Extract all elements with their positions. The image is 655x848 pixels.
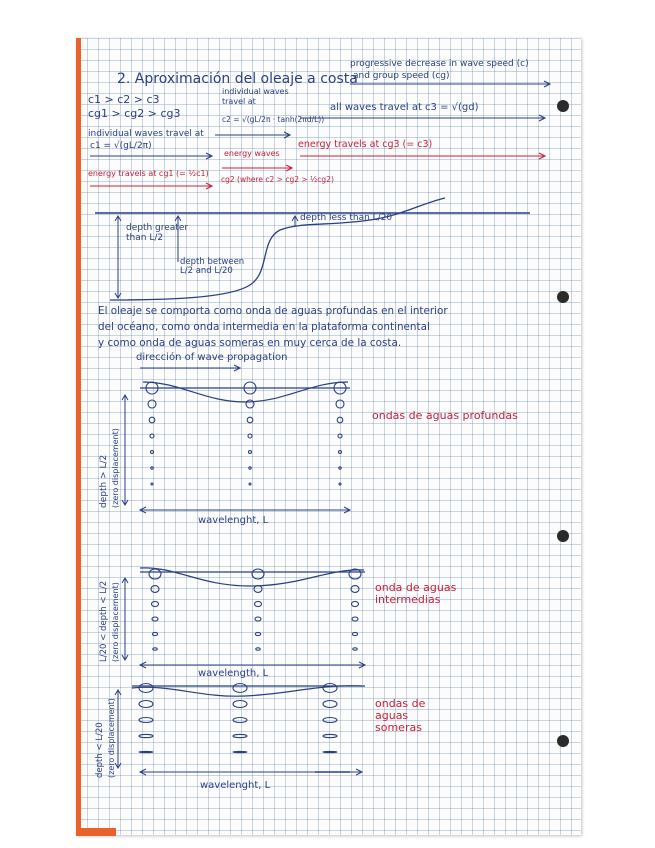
particle-orbit: [323, 718, 337, 723]
particle-orbit: [323, 684, 337, 693]
particle-orbit: [249, 467, 251, 469]
energy-intermediate-label: energy waves: [224, 149, 280, 158]
particle-orbit: [151, 467, 153, 469]
panel1-side-label: depth > L/2: [99, 454, 109, 508]
particle-orbit: [252, 569, 264, 579]
particle-orbit: [255, 632, 260, 635]
particle-orbits: [139, 382, 361, 753]
particle-orbit: [248, 434, 252, 438]
particle-orbit: [352, 601, 359, 606]
deep-depth-label: depth greater than L/2: [126, 223, 189, 243]
particle-orbit: [339, 483, 341, 485]
panel1-name: ondas de aguas profundas: [372, 409, 518, 422]
particle-orbit: [338, 434, 342, 438]
particle-orbit: [339, 467, 341, 469]
panel2-side-sub: (zero displacement): [111, 582, 120, 662]
panel3-side-sub: (zero displacement): [107, 698, 116, 778]
deep-water-panel: [140, 382, 350, 513]
header-note-line2: and group speed (cg): [353, 71, 450, 81]
particle-orbit: [150, 434, 154, 438]
intermediate-water-panel: [140, 568, 365, 668]
shallow-water-panel: [132, 686, 365, 775]
particle-orbit: [153, 648, 157, 650]
intermediate-formula: c2 = √(gL/2π · tanh(2πd/L)): [222, 115, 325, 124]
particle-orbit: [233, 734, 247, 737]
particle-orbit: [249, 483, 251, 485]
particle-orbit: [323, 751, 337, 752]
energy-shallow-note: energy travels at cg3 (= c3): [298, 139, 433, 150]
particle-orbit: [254, 586, 262, 593]
particle-orbit: [351, 586, 359, 593]
particle-orbit: [233, 684, 247, 693]
paragraph-line-2: del océano, como onda intermedia en la plataforma continental: [98, 321, 430, 333]
particle-orbit: [152, 617, 158, 621]
deep-note-line1: individual waves travel at: [88, 129, 204, 139]
section-title: 2. Aproximación del oleaje a costa: [117, 71, 358, 87]
panel1-wavelength-label: wavelenght, L: [198, 515, 269, 526]
panel2-name: onda de aguas intermedias: [375, 581, 457, 607]
intermediate-depth-label: depth between L/2 and L/20: [180, 257, 245, 277]
particle-orbit: [336, 400, 344, 408]
paragraph-line-3: y como onda de aguas someras en muy cerca de la costa.: [98, 337, 402, 349]
energy-deep-note: energy travels at cg1 (= ½c1): [88, 169, 209, 178]
particle-orbit: [247, 417, 253, 423]
speed-relation: c1 > c2 > c3: [88, 93, 160, 106]
particle-orbit: [152, 632, 157, 635]
panel3-name: ondas de aguas someras: [375, 697, 426, 735]
group-speed-relation: cg1 > cg2 > cg3: [88, 107, 181, 120]
wave-curve: [140, 568, 364, 586]
panel1-side-sub: (zero displacement): [111, 428, 120, 508]
header-note-line1: progressive decrease in wave speed (c): [350, 59, 529, 69]
paragraph-line-1: El oleaje se comporta como onda de aguas profundas en el interior: [98, 305, 448, 317]
particle-orbit: [255, 601, 262, 606]
intermediate-note-line2: travel at: [222, 97, 256, 106]
particle-orbit: [337, 417, 343, 423]
particle-orbit: [148, 400, 156, 408]
particle-orbit: [149, 569, 161, 579]
panel2-wavelength-label: wavelength, L: [198, 668, 269, 679]
particle-orbit: [233, 718, 247, 723]
particle-orbit: [255, 617, 261, 621]
particle-orbit: [339, 451, 342, 454]
particle-orbit: [152, 601, 159, 606]
panel3-wavelength-label: wavelenght, L: [200, 780, 271, 791]
intermediate-note-line1: individual waves: [222, 87, 289, 96]
particle-orbit: [323, 701, 337, 708]
panel3-side-label: depth < L/20: [95, 722, 105, 778]
particle-orbit: [353, 648, 357, 650]
particle-orbit: [139, 751, 153, 752]
energy-intermediate-formula: cg2 (where c2 > cg2 > ½cg2): [221, 175, 334, 184]
particle-orbit: [246, 400, 254, 408]
direction-label: dirección of wave propagation: [136, 352, 288, 363]
particle-orbit: [256, 648, 260, 650]
particle-orbit: [149, 417, 155, 423]
particle-orbit: [233, 751, 247, 752]
particle-orbit: [323, 734, 337, 737]
particle-orbit: [151, 451, 154, 454]
particle-orbit: [139, 734, 153, 737]
particle-orbit: [249, 451, 252, 454]
particle-orbit: [352, 617, 358, 621]
shallow-speed-note: all waves travel at c3 = √(gd): [330, 102, 479, 113]
particle-orbit: [151, 586, 159, 593]
shallow-depth-label: depth less than L/20: [300, 213, 393, 223]
panel2-side-label: L/20 < depth < L/2: [99, 580, 109, 662]
particle-orbit: [139, 684, 153, 693]
particle-orbit: [151, 483, 153, 485]
deep-note-line2: c1 = √(gL/2π): [90, 141, 152, 151]
particle-orbit: [139, 701, 153, 708]
particle-orbit: [139, 718, 153, 723]
particle-orbit: [233, 701, 247, 708]
particle-orbit: [352, 632, 357, 635]
